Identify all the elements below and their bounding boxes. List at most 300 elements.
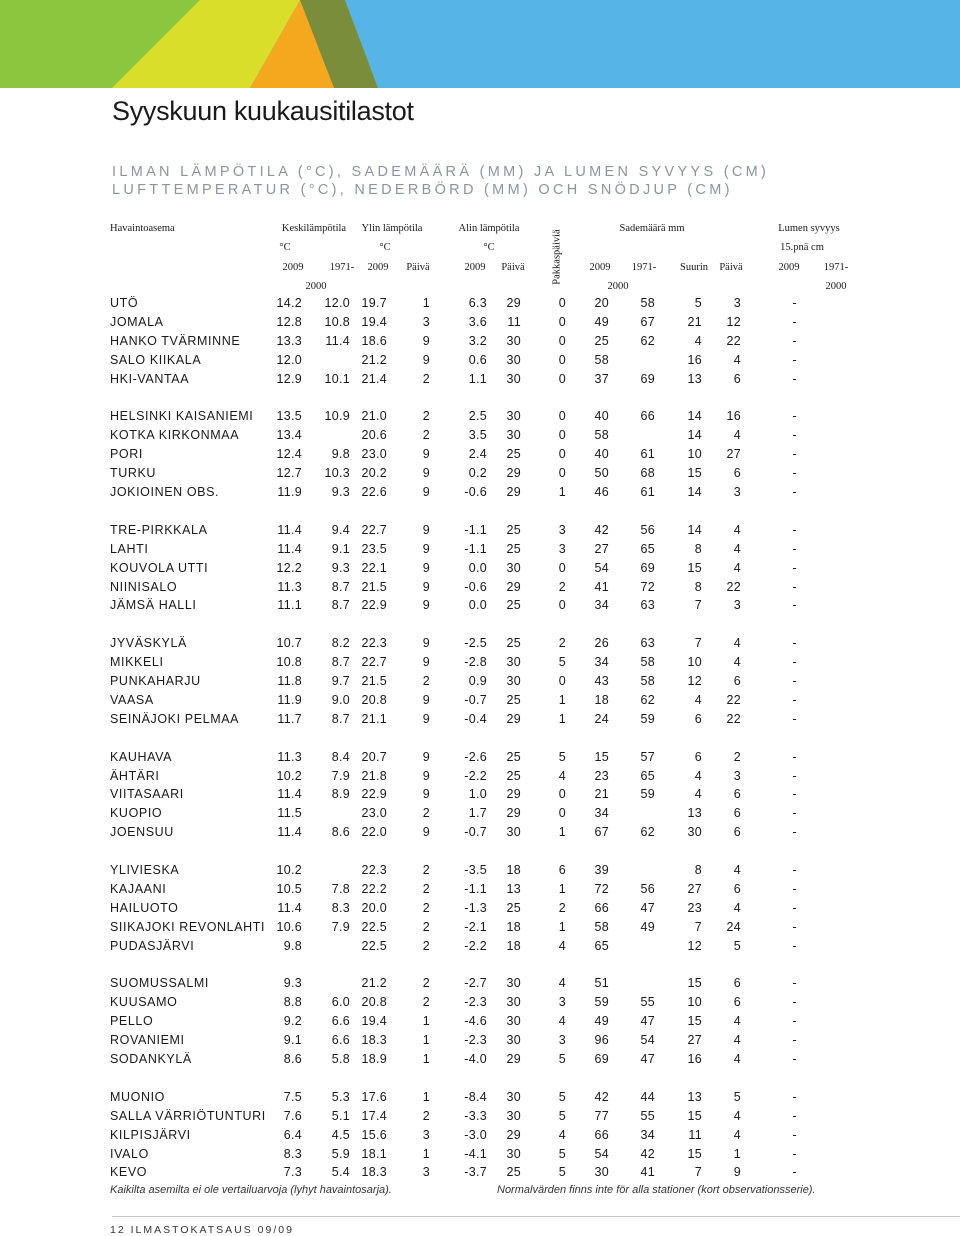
precip-2009-cell: 77 [594, 1108, 609, 1123]
precip-normal-cell: 69 [640, 371, 655, 386]
mean-temp-2009-cell: 9.1 [283, 1033, 302, 1048]
header-precip-2009: 2009 [589, 262, 611, 273]
station-name: HAILUOTO [110, 900, 179, 915]
min-temp-cell: -2.6 [464, 749, 487, 764]
precip-2009-cell: 72 [594, 881, 609, 896]
precip-largest-cell: 12 [687, 674, 702, 688]
min-temp-day-cell: 29 [506, 296, 521, 310]
max-temp-day-cell: 9 [422, 560, 430, 575]
table-row [0, 578, 960, 597]
precip-normal-cell: 58 [640, 674, 655, 688]
mean-temp-2009-cell: 13.3 [276, 333, 302, 348]
max-temp-cell: 18.1 [361, 1146, 387, 1161]
precip-largest-day-cell: 4 [733, 1033, 741, 1048]
snow-depth-cell: - [792, 1165, 797, 1180]
snow-depth-cell: - [792, 428, 797, 443]
frost-days-cell: 4 [558, 938, 566, 953]
min-temp-day-cell: 29 [506, 1052, 521, 1066]
max-temp-day-cell: 3 [422, 1127, 430, 1142]
max-temp-day-cell: 9 [422, 352, 430, 367]
precip-largest-day-cell: 2 [733, 749, 741, 764]
station-name: JOMALA [110, 314, 164, 329]
precip-largest-day-cell: 6 [733, 825, 741, 840]
snow-depth-cell: - [792, 749, 797, 764]
precip-normal-cell: 56 [640, 522, 655, 537]
frost-days-cell: 0 [558, 409, 566, 424]
mean-temp-2009-cell: 10.6 [276, 919, 302, 934]
max-temp-day-cell: 3 [422, 314, 430, 329]
min-temp-cell: -1.1 [464, 881, 487, 896]
min-temp-day-cell: 30 [506, 409, 521, 424]
precip-largest-day-cell: 4 [733, 655, 741, 670]
snow-depth-cell: - [792, 579, 797, 594]
min-temp-day-cell: 25 [506, 447, 521, 462]
precip-largest-cell: 15 [687, 560, 702, 575]
precip-largest-cell: 4 [694, 692, 702, 707]
min-temp-cell: -2.1 [464, 919, 487, 934]
snow-depth-cell: - [792, 768, 797, 783]
station-name: SIIKAJOKI REVONLAHTI [110, 919, 266, 934]
snow-depth-cell: - [792, 806, 797, 821]
precip-2009-cell: 54 [594, 1146, 609, 1161]
table-row [0, 691, 960, 710]
min-temp-cell: -2.2 [464, 768, 487, 783]
max-temp-cell: 20.0 [361, 900, 387, 915]
snow-depth-cell: - [792, 560, 797, 575]
station-name: HKI-VANTAA [110, 371, 190, 386]
precip-2009-cell: 37 [594, 371, 609, 386]
precip-largest-day-cell: 4 [733, 900, 741, 915]
mean-temp-normal-cell: 7.8 [331, 881, 350, 896]
max-temp-cell: 22.3 [361, 863, 387, 877]
max-temp-cell: 18.6 [361, 333, 387, 348]
table-row [0, 464, 960, 483]
min-temp-day-cell: 30 [506, 825, 521, 840]
min-temp-day-cell: 29 [506, 711, 521, 726]
mean-temp-normal-cell: 8.4 [331, 749, 350, 764]
frost-days-cell: 5 [558, 1165, 566, 1180]
mean-temp-2009-cell: 13.4 [276, 428, 302, 443]
snow-depth-cell: - [792, 881, 797, 896]
mean-temp-2009-cell: 7.5 [283, 1089, 302, 1104]
mean-temp-2009-cell: 11.9 [277, 692, 302, 707]
max-temp-day-cell: 9 [422, 598, 430, 613]
header-min-2009: 2009 [464, 262, 486, 273]
precip-largest-cell: 4 [694, 787, 702, 802]
snow-depth-cell: - [792, 938, 797, 953]
min-temp-cell: 3.6 [468, 314, 487, 329]
min-temp-cell: -2.5 [464, 636, 487, 651]
table-row [0, 370, 960, 389]
precip-2009-cell: 54 [594, 560, 609, 575]
station-name: NIINISALO [110, 579, 178, 594]
table-row [0, 426, 960, 445]
precip-largest-cell: 7 [694, 636, 702, 651]
precip-normal-cell: 65 [640, 768, 655, 783]
max-temp-day-cell: 2 [422, 806, 430, 821]
table-row [0, 767, 960, 786]
min-temp-day-cell: 29 [506, 466, 521, 481]
precip-2009-cell: 23 [594, 768, 609, 783]
snow-depth-cell: - [792, 409, 797, 424]
precip-largest-cell: 21 [687, 314, 702, 329]
max-temp-day-cell: 1 [422, 1052, 430, 1066]
max-temp-cell: 23.0 [361, 806, 387, 821]
frost-days-cell: 6 [558, 863, 566, 877]
precip-2009-cell: 49 [594, 314, 609, 329]
max-temp-day-cell: 9 [422, 485, 430, 499]
precip-largest-day-cell: 5 [733, 938, 741, 953]
mean-temp-normal-cell: 10.1 [324, 371, 350, 386]
precip-normal-cell: 67 [640, 314, 655, 329]
mean-temp-2009-cell: 11.4 [277, 541, 302, 556]
max-temp-day-cell: 1 [422, 1033, 430, 1048]
station-name: HELSINKI KAISANIEMI [110, 409, 254, 424]
precip-largest-cell: 15 [687, 466, 702, 481]
table-row [0, 710, 960, 729]
max-temp-cell: 22.9 [361, 598, 387, 613]
max-temp-day-cell: 2 [422, 1108, 430, 1123]
min-temp-day-cell: 30 [506, 428, 521, 443]
mean-temp-2009-cell: 9.2 [283, 1014, 302, 1029]
mean-temp-normal-cell: 6.0 [331, 995, 350, 1010]
max-temp-day-cell: 9 [422, 541, 430, 556]
min-temp-cell: -4.0 [464, 1052, 487, 1066]
min-temp-cell: -1.1 [464, 522, 487, 537]
mean-temp-normal-cell: 6.6 [331, 1033, 350, 1048]
header-snow-2009: 2009 [778, 262, 800, 273]
frost-days-cell: 2 [558, 579, 566, 594]
precip-normal-cell: 72 [640, 579, 655, 594]
table-row [0, 332, 960, 351]
precip-largest-cell: 10 [687, 655, 702, 670]
station-name: MUONIO [110, 1089, 165, 1104]
precip-largest-cell: 5 [694, 296, 702, 310]
min-temp-cell: -3.7 [464, 1165, 487, 1180]
table-row [0, 785, 960, 804]
max-temp-day-cell: 2 [422, 976, 430, 991]
snow-depth-cell: - [792, 314, 797, 329]
precip-largest-day-cell: 24 [726, 919, 741, 934]
precip-largest-day-cell: 22 [726, 579, 741, 594]
header-snow-unit: 15.pnä cm [780, 242, 824, 253]
mean-temp-2009-cell: 11.7 [277, 711, 302, 726]
precip-largest-day-cell: 4 [733, 1014, 741, 1029]
min-temp-day-cell: 18 [506, 938, 521, 953]
header-precip-day: Päivä [719, 262, 743, 273]
precip-largest-day-cell: 4 [733, 863, 741, 877]
mean-temp-normal-cell: 10.9 [324, 409, 350, 424]
precip-2009-cell: 51 [594, 976, 609, 991]
mean-temp-2009-cell: 11.8 [277, 674, 302, 688]
precip-largest-day-cell: 4 [733, 1127, 741, 1142]
precip-largest-day-cell: 6 [733, 881, 741, 896]
subtitle-finnish: ILMAN LÄMPÖTILA (°C), SADEMÄÄRÄ (MM) JA LUMEN SYVYYS (CM) [112, 164, 770, 180]
table-row [0, 445, 960, 464]
snow-depth-cell: - [792, 541, 797, 556]
snow-depth-cell: - [792, 1108, 797, 1123]
footnote-finnish: Kaikilta asemilta ei ole vertailuarvoja (lyhyt havaintosarja). [110, 1184, 392, 1196]
precip-2009-cell: 46 [594, 485, 609, 499]
min-temp-day-cell: 30 [506, 333, 521, 348]
max-temp-cell: 22.1 [361, 560, 387, 575]
max-temp-cell: 22.6 [361, 485, 387, 499]
min-temp-day-cell: 25 [506, 598, 521, 613]
frost-days-cell: 1 [558, 919, 566, 934]
page-footer: 12 ILMASTOKATSAUS 09/09 [110, 1224, 294, 1236]
precip-largest-day-cell: 4 [733, 522, 741, 537]
snow-depth-cell: - [792, 371, 797, 386]
precip-2009-cell: 50 [594, 466, 609, 481]
frost-days-cell: 0 [558, 371, 566, 386]
precip-2009-cell: 96 [594, 1033, 609, 1048]
precip-2009-cell: 34 [594, 655, 609, 670]
min-temp-cell: -3.3 [464, 1108, 487, 1123]
snow-depth-cell: - [792, 1033, 797, 1048]
precip-normal-cell: 58 [640, 296, 655, 310]
precip-largest-day-cell: 4 [733, 636, 741, 651]
station-name: SALLA VÄRRIÖTUNTURI [110, 1108, 266, 1123]
table-row [0, 918, 960, 937]
precip-largest-day-cell: 5 [733, 1089, 741, 1104]
precip-largest-day-cell: 6 [733, 674, 741, 688]
table-row [0, 899, 960, 918]
min-temp-cell: -0.7 [464, 692, 487, 707]
mean-temp-2009-cell: 11.1 [277, 598, 302, 613]
precip-largest-day-cell: 6 [733, 466, 741, 481]
max-temp-cell: 21.2 [361, 976, 387, 991]
mean-temp-normal-cell: 9.3 [331, 485, 350, 499]
table-row [0, 653, 960, 672]
snow-depth-cell: - [792, 711, 797, 726]
header-snow-normal-end: 2000 [825, 281, 847, 292]
precip-largest-day-cell: 3 [733, 485, 741, 499]
frost-days-cell: 5 [558, 1108, 566, 1123]
min-temp-day-cell: 29 [506, 1127, 521, 1142]
snow-depth-cell: - [792, 863, 797, 877]
max-temp-cell: 19.4 [361, 314, 387, 329]
snow-depth-cell: - [792, 466, 797, 481]
header-mean-temp: Keskilämpötila [281, 223, 347, 234]
station-name: KOTKA KIRKONMAA [110, 428, 240, 443]
precip-largest-day-cell: 3 [733, 296, 741, 310]
max-temp-cell: 18.3 [361, 1033, 387, 1048]
precip-normal-cell: 65 [640, 541, 655, 556]
precip-largest-cell: 8 [694, 863, 702, 877]
precip-2009-cell: 58 [594, 352, 609, 367]
header-banner [0, 0, 960, 88]
max-temp-cell: 21.5 [361, 579, 387, 594]
max-temp-cell: 21.4 [361, 371, 387, 386]
frost-days-cell: 0 [558, 806, 566, 821]
max-temp-day-cell: 2 [422, 428, 430, 443]
snow-depth-cell: - [792, 674, 797, 688]
max-temp-cell: 22.3 [361, 636, 387, 651]
min-temp-cell: 2.4 [468, 447, 487, 462]
precip-normal-cell: 56 [640, 881, 655, 896]
station-name: SEINÄJOKI PELMAA [110, 711, 240, 726]
station-name: PORI [110, 447, 143, 462]
precip-2009-cell: 34 [594, 598, 609, 613]
max-temp-cell: 19.4 [361, 1014, 387, 1029]
frost-days-cell: 1 [558, 692, 566, 707]
header-mean-unit: °C [279, 242, 291, 253]
precip-2009-cell: 40 [594, 447, 609, 462]
max-temp-day-cell: 2 [422, 863, 430, 877]
snow-depth-cell: - [792, 787, 797, 802]
table-row [0, 351, 960, 370]
frost-days-cell: 2 [558, 900, 566, 915]
mean-temp-normal-cell: 9.8 [331, 447, 350, 462]
min-temp-cell: -2.7 [464, 976, 487, 991]
table-row [0, 880, 960, 899]
precip-largest-cell: 30 [687, 825, 702, 840]
mean-temp-normal-cell: 7.9 [331, 768, 350, 783]
min-temp-cell: -0.6 [464, 485, 487, 499]
precip-normal-cell: 57 [640, 749, 655, 764]
header-precip-normal-end: 2000 [607, 281, 629, 292]
min-temp-day-cell: 25 [506, 749, 521, 764]
max-temp-cell: 22.7 [361, 655, 387, 670]
precip-largest-cell: 10 [687, 447, 702, 462]
min-temp-cell: -4.6 [464, 1014, 487, 1029]
precip-largest-day-cell: 6 [733, 806, 741, 821]
max-temp-day-cell: 2 [422, 938, 430, 953]
min-temp-cell: -2.3 [464, 1033, 487, 1048]
station-name: SUOMUSSALMI [110, 976, 209, 991]
precip-normal-cell: 68 [640, 466, 655, 481]
table-row [0, 672, 960, 691]
max-temp-cell: 22.5 [361, 938, 387, 953]
max-temp-day-cell: 9 [422, 711, 430, 726]
table-row [0, 1088, 960, 1107]
precip-normal-cell: 49 [640, 919, 655, 934]
precip-largest-day-cell: 1 [733, 1146, 741, 1161]
min-temp-cell: 0.9 [468, 674, 487, 688]
precip-largest-cell: 13 [687, 806, 702, 821]
station-name: SALO KIIKALA [110, 352, 202, 367]
min-temp-cell: 1.1 [468, 371, 487, 386]
precip-2009-cell: 42 [594, 522, 609, 537]
precip-2009-cell: 18 [594, 692, 609, 707]
table-row [0, 521, 960, 540]
mean-temp-normal-cell: 9.4 [331, 522, 350, 537]
precip-normal-cell: 62 [640, 333, 655, 348]
frost-days-cell: 1 [558, 485, 566, 499]
precip-normal-cell: 42 [640, 1146, 655, 1161]
header-precip-normal: 1971- [631, 262, 657, 273]
snow-depth-cell: - [792, 1146, 797, 1161]
subtitle-swedish: LUFTTEMPERATUR (°C), NEDERBÖRD (MM) OCH SNÖDJUP (CM) [112, 182, 733, 198]
station-name: KUOPIO [110, 806, 163, 821]
min-temp-cell: 3.5 [468, 428, 487, 443]
snow-depth-cell: - [792, 655, 797, 670]
station-name: ROVANIEMI [110, 1033, 185, 1048]
min-temp-day-cell: 25 [506, 541, 521, 556]
frost-days-cell: 1 [558, 881, 566, 896]
station-name: SODANKYLÄ [110, 1052, 192, 1066]
max-temp-cell: 19.7 [361, 296, 387, 310]
max-temp-cell: 21.1 [361, 711, 387, 726]
precip-2009-cell: 66 [594, 900, 609, 915]
header-station: Havaintoasema [110, 223, 175, 234]
min-temp-day-cell: 29 [506, 579, 521, 594]
mean-temp-2009-cell: 11.4 [277, 522, 302, 537]
max-temp-cell: 20.7 [361, 749, 387, 764]
min-temp-cell: -1.1 [464, 541, 487, 556]
max-temp-cell: 15.6 [361, 1127, 387, 1142]
precip-largest-cell: 23 [687, 900, 702, 915]
mean-temp-normal-cell: 5.9 [331, 1146, 350, 1161]
header-precipitation: Sademäärä mm [619, 223, 685, 234]
frost-days-cell: 3 [558, 1033, 566, 1048]
table-row [0, 1107, 960, 1126]
precip-normal-cell: 62 [640, 692, 655, 707]
precip-2009-cell: 40 [594, 409, 609, 424]
max-temp-day-cell: 1 [422, 1089, 430, 1104]
table-row [0, 540, 960, 559]
precip-2009-cell: 41 [594, 579, 609, 594]
frost-days-cell: 0 [558, 466, 566, 481]
precip-largest-day-cell: 22 [726, 711, 741, 726]
precip-2009-cell: 42 [594, 1089, 609, 1104]
mean-temp-2009-cell: 9.3 [283, 976, 302, 991]
mean-temp-2009-cell: 11.4 [277, 787, 302, 802]
precip-largest-day-cell: 3 [733, 598, 741, 613]
table-row [0, 861, 960, 880]
mean-temp-2009-cell: 8.8 [283, 995, 302, 1010]
min-temp-day-cell: 25 [506, 636, 521, 651]
min-temp-cell: 0.0 [468, 598, 487, 613]
precip-largest-cell: 16 [687, 1052, 702, 1066]
max-temp-cell: 22.2 [361, 881, 387, 896]
mean-temp-normal-cell: 8.7 [331, 598, 350, 613]
precip-largest-cell: 27 [687, 1033, 702, 1048]
precip-largest-day-cell: 4 [733, 1108, 741, 1123]
mean-temp-2009-cell: 7.6 [283, 1108, 302, 1123]
station-name: KEVO [110, 1165, 148, 1180]
precip-normal-cell: 61 [640, 485, 655, 499]
precip-2009-cell: 69 [594, 1052, 609, 1066]
precip-largest-cell: 11 [688, 1127, 702, 1142]
station-name: KILPISJÄRVI [110, 1127, 191, 1142]
station-name: TURKU [110, 466, 157, 481]
snow-depth-cell: - [792, 522, 797, 537]
banner-graphic [0, 0, 960, 88]
precip-largest-day-cell: 6 [733, 787, 741, 802]
precip-2009-cell: 65 [594, 938, 609, 953]
precip-largest-day-cell: 6 [733, 371, 741, 386]
max-temp-day-cell: 2 [422, 900, 430, 915]
min-temp-day-cell: 29 [506, 806, 521, 821]
frost-days-cell: 0 [558, 787, 566, 802]
precip-largest-day-cell: 22 [726, 333, 741, 348]
mean-temp-2009-cell: 11.4 [277, 825, 302, 840]
snow-depth-cell: - [792, 900, 797, 915]
mean-temp-normal-cell: 9.1 [331, 541, 350, 556]
frost-days-cell: 0 [558, 428, 566, 443]
mean-temp-2009-cell: 11.3 [277, 749, 302, 764]
min-temp-day-cell: 30 [506, 352, 521, 367]
max-temp-day-cell: 9 [422, 636, 430, 651]
precip-largest-cell: 14 [687, 522, 702, 537]
mean-temp-normal-cell: 5.3 [331, 1089, 350, 1104]
precip-largest-day-cell: 22 [726, 692, 741, 707]
max-temp-cell: 23.5 [361, 541, 387, 556]
min-temp-day-cell: 30 [506, 976, 521, 991]
precip-largest-day-cell: 9 [733, 1165, 741, 1180]
min-temp-cell: -2.8 [464, 655, 487, 670]
